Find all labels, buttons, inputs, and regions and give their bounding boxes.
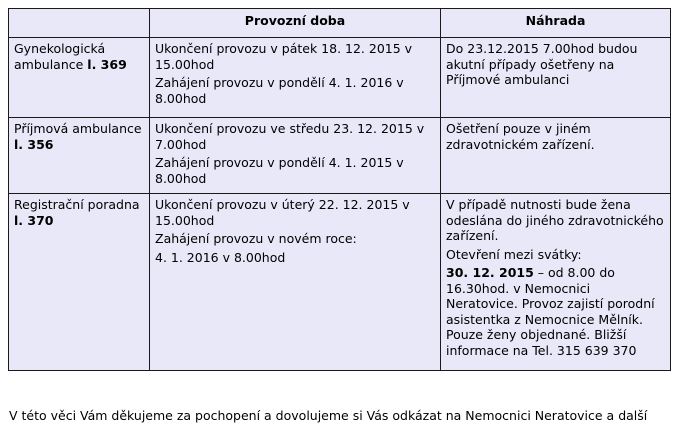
holiday-opening-info: – od 8.00 do 16.30hod. v Nemocnici Neratovice. Provoz zajistí porodní asistentka z Nemocnice Mělník. Pouze ženy objednané. Bližší informace na Tel. 315 639 370 bbox=[446, 265, 655, 358]
table-row bbox=[9, 194, 671, 371]
closing-time-text: Ukončení provozu v úterý 22. 12. 2015 v 15.00hod bbox=[155, 197, 410, 228]
opening-time-text: Zahájení provozu v pondělí 4. 1. 2015 v 8.00hod bbox=[155, 155, 404, 186]
department-room: l. 369 bbox=[87, 56, 127, 72]
department-cell bbox=[9, 38, 150, 118]
holiday-opening-date: 30. 12. 2015 bbox=[446, 265, 534, 280]
department-room: l. 356 bbox=[14, 136, 54, 152]
opening-time-label: Zahájení provozu v novém roce: bbox=[155, 231, 357, 246]
header-replacement: Náhrada bbox=[441, 9, 671, 38]
opening-time-text: 4. 1. 2016 v 8.00hod bbox=[155, 249, 286, 265]
department-cell bbox=[9, 118, 150, 194]
header-operating-hours: Provozní doba bbox=[150, 9, 441, 38]
table-row bbox=[9, 38, 671, 118]
table-row bbox=[9, 118, 671, 194]
replacement-cell bbox=[441, 118, 671, 194]
header-empty-cell bbox=[9, 9, 150, 38]
hours-cell bbox=[150, 118, 441, 194]
closing-time-text: Ukončení provozu v pátek 18. 12. 2015 v 15.00hod bbox=[155, 41, 413, 72]
footer-paragraph: V této věci Vám děkujeme za pochopení a dovolujeme si Vás odkázat na Nemocnici Neratovice a další bbox=[9, 408, 648, 423]
opening-time-text: Zahájení provozu v pondělí 4. 1. 2016 v 8.00hod bbox=[155, 75, 404, 106]
department-name: Gynekologická ambulance bbox=[14, 41, 106, 72]
replacement-cell bbox=[441, 38, 671, 118]
replacement-text: Ošetření pouze v jiném zdravotnickém zařízení. bbox=[446, 121, 595, 152]
closing-time-text: Ukončení provozu ve středu 23. 12. 2015 v 7.00hod bbox=[155, 121, 425, 152]
replacement-text: Do 23.12.2015 7.00hod budou akutní případy ošetřeny na Příjmové ambulanci bbox=[446, 41, 638, 87]
department-name: Registrační poradna bbox=[14, 197, 140, 212]
department-name: Příjmová ambulance bbox=[14, 121, 142, 136]
holiday-opening-label: Otevření mezi svátky: bbox=[446, 246, 582, 262]
schedule-table bbox=[8, 8, 671, 371]
holiday-opening-details bbox=[446, 265, 665, 358]
department-cell bbox=[9, 194, 150, 371]
table-header-row bbox=[9, 9, 671, 38]
replacement-intro-text: V případě nutnosti bude žena odeslána do jiného zdravotnického zařízení. bbox=[446, 197, 664, 243]
replacement-cell bbox=[441, 194, 671, 371]
department-room: l. 370 bbox=[14, 212, 54, 228]
hours-cell bbox=[150, 38, 441, 118]
hours-cell bbox=[150, 194, 441, 371]
